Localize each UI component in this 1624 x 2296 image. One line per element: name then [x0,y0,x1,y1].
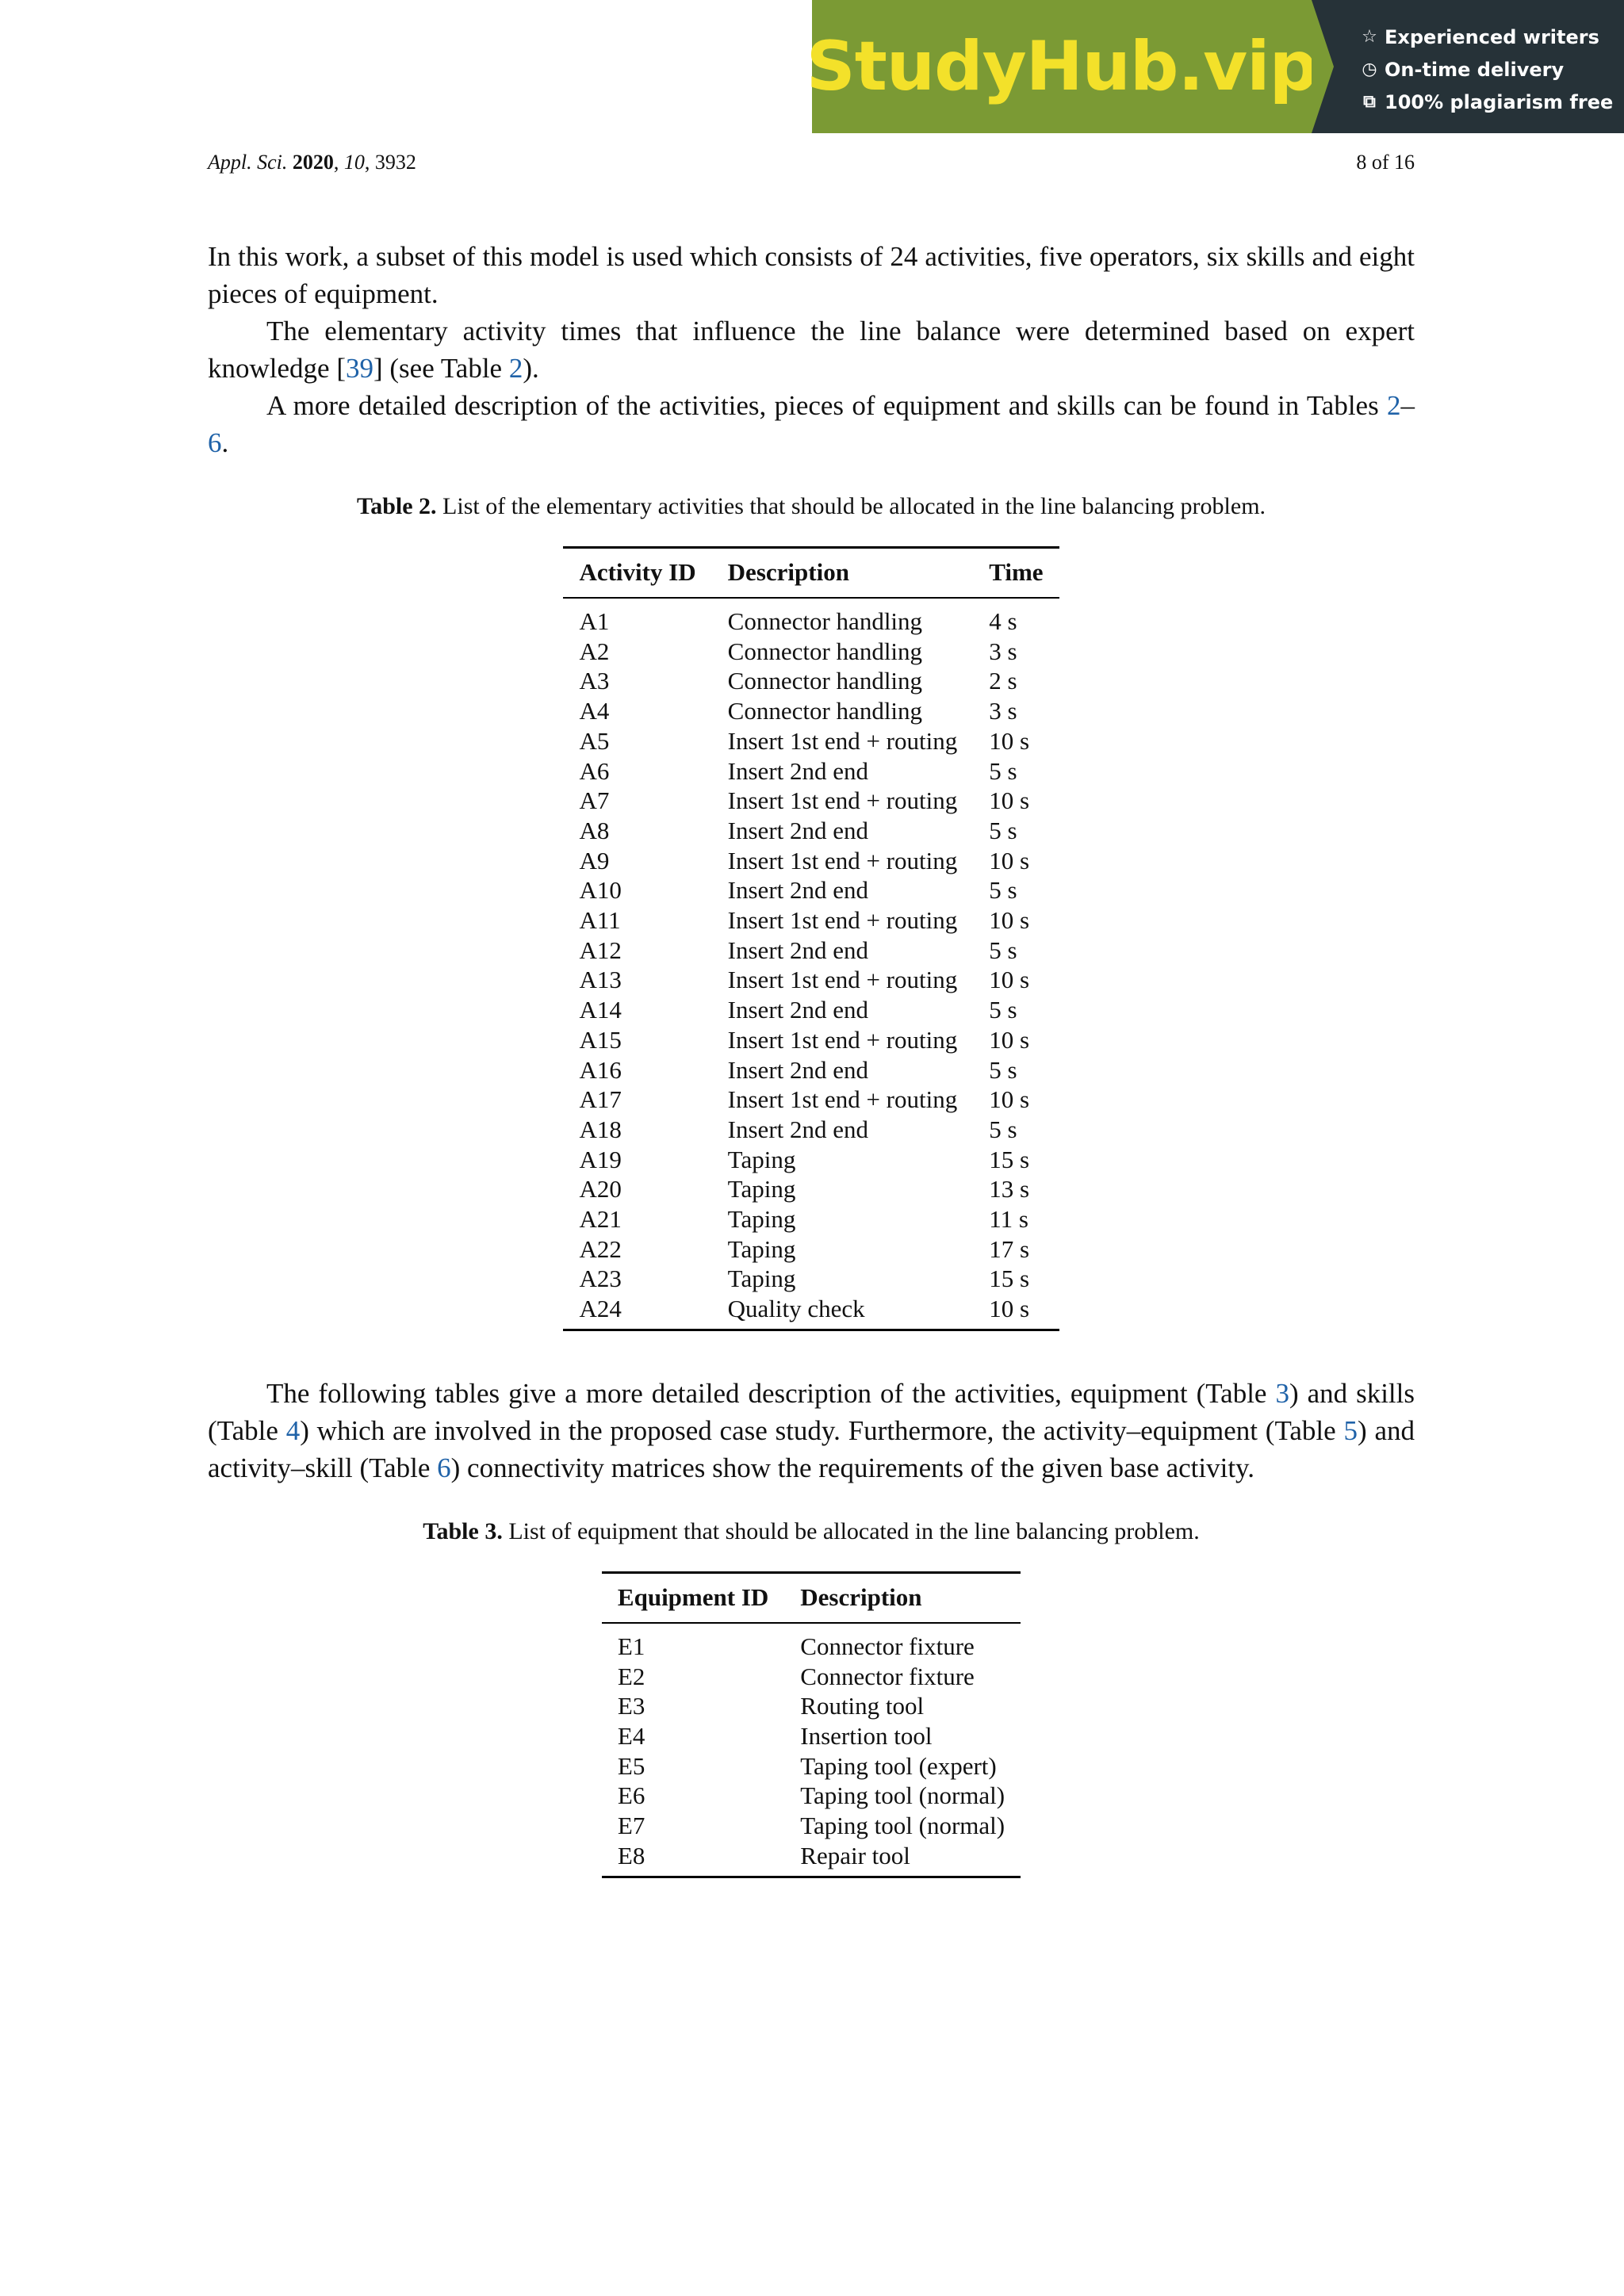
page-number: 8 of 16 [1356,151,1415,174]
paragraph-following: The following tables give a more detailed description of the activities, equipment (Table 3) and skills (Table 4) which are involved in the proposed case study. Furthermore, the activity–equipment (Table 5) and activity–skill (Table 6) connectivity matrices show the requirements of the given base activity. [208,1377,1415,1483]
table-row [563,816,1059,846]
table-cell: 10 s [989,726,1030,755]
table-cell: A24 [563,1294,711,1330]
table-cell: 17 s [989,1234,1030,1263]
table-cell: Quality check [712,1294,974,1330]
table-cell: Connector fixture [800,1632,975,1660]
table-row [563,1174,1059,1204]
table-cell: Connector handling [727,607,923,635]
feature-item [1359,86,1624,118]
table-cell: Taping [727,1175,796,1203]
table-cell: Taping [727,1234,796,1263]
column-header: Equipment ID [602,1572,784,1623]
table-row [563,905,1059,936]
table-cell: E3 [617,1692,645,1720]
table-cell: Insertion tool [800,1721,933,1750]
table-cell: Insert 2nd end [727,816,869,844]
table-cell: E4 [617,1721,645,1750]
table-cell: A10 [579,876,622,905]
ad-banner[interactable] [806,0,1624,133]
table-row [563,1204,1059,1234]
table-cell: Insert 2nd end [727,996,869,1024]
column-header: Description [784,1572,1021,1623]
brand-logo[interactable] [806,0,1318,133]
copy-icon: ⧉ [1363,92,1376,112]
table-row [563,666,1059,696]
banner-features [1312,0,1624,133]
table-cell: E7 [617,1812,645,1840]
table-cell: A3 [579,667,610,695]
table-cell: Insert 2nd end [727,1115,869,1143]
table-cell: A12 [579,936,622,964]
table-row [563,1294,1059,1330]
table-cell: Insert 1st end + routing [727,846,958,874]
table-2-body [563,598,1059,1330]
table-cell: 5 s [989,816,1017,844]
table-cell: A9 [579,846,610,874]
table-row [602,1721,1021,1751]
table-cell: 5 s [989,996,1017,1024]
table-cell: 4 s [989,607,1017,635]
table-cell: 10 s [989,966,1030,994]
table-cell: 10 s [989,846,1030,874]
table-row [602,1811,1021,1841]
table-row [563,995,1059,1025]
table-cell: Insert 1st end + routing [727,966,958,994]
table-row [563,1145,1059,1175]
table-cell: A14 [579,996,622,1024]
feature-text: On-time delivery [1385,58,1565,81]
table-cell: Insert 1st end + routing [727,726,958,755]
banner-arrow-shape [1312,0,1334,133]
table-cell: Insert 1st end + routing [727,1025,958,1054]
table-cell: A23 [579,1265,622,1293]
table-row [563,786,1059,816]
table-row [563,1055,1059,1085]
table-row [563,637,1059,667]
table-3-link[interactable]: 3 [1275,1377,1289,1409]
table-5-link[interactable]: 5 [1343,1414,1358,1446]
table-cell: A4 [579,697,610,725]
table-3-body [602,1623,1021,1877]
table-cell: Insert 1st end + routing [727,906,958,935]
feature-text: 100% plagiarism free [1385,90,1614,113]
table-row [563,1085,1059,1115]
table-3 [602,1571,1021,1878]
table-cell: 11 s [989,1205,1028,1234]
table-cell: A8 [579,816,610,844]
table-cell: Connector handling [727,637,923,665]
table-cell: E2 [617,1662,645,1690]
table-2-link[interactable]: 2 [508,353,523,384]
column-header: Activity ID [563,548,711,599]
table-cell: 3 s [989,697,1017,725]
column-header: Time [973,548,1059,599]
paragraph-intro: In this work, a subset of this model is used which consists of 24 activities, five operators, six skills and eight pieces of equipment. [208,241,1415,309]
table-cell: Insert 2nd end [727,1055,869,1084]
table-cell: 5 s [989,936,1017,964]
table-row [563,1025,1059,1055]
table-row [602,1662,1021,1692]
table-cell: A20 [579,1175,622,1203]
clock-icon: ◷ [1362,59,1377,79]
table-cell: Taping tool (normal) [800,1812,1005,1840]
table-2-link[interactable]: 2 [1387,390,1401,421]
table-cell: E8 [602,1841,784,1877]
table-cell: Taping [727,1145,796,1173]
table-row [602,1691,1021,1721]
table-cell: A2 [579,637,610,665]
table-cell: E5 [617,1751,645,1780]
table-cell: Connector handling [727,697,923,725]
table-cell: 2 s [989,667,1017,695]
table-cell: 15 s [989,1145,1030,1173]
paragraph-tables: A more detailed description of the activities, pieces of equipment and skills can be found in Tables 2–6. [208,390,1415,458]
table-cell: Insert 2nd end [727,936,869,964]
table-cell: Insert 1st end + routing [727,786,958,815]
column-header: Description [712,548,974,599]
table-cell: 13 s [989,1175,1030,1203]
table-cell: A7 [579,786,610,815]
table-cell: A13 [579,966,622,994]
table-cell: A16 [579,1055,622,1084]
table-cell: A15 [579,1025,622,1054]
table-cell: Insert 2nd end [727,876,869,905]
table-cell: Taping [727,1205,796,1234]
feature-item [1359,53,1624,86]
table-row [563,1115,1059,1145]
table-header-row [563,548,1059,599]
table-cell: Taping [727,1265,796,1293]
table-cell: 10 s [989,906,1030,935]
table-4-link[interactable]: 4 [285,1414,301,1446]
table-cell: 10 s [989,1025,1030,1054]
table-cell: Connector handling [727,667,923,695]
feature-text: Experienced writers [1385,25,1599,48]
table-cell: Taping tool (expert) [800,1751,997,1780]
citation-link[interactable]: 39 [345,353,373,384]
table-row [563,726,1059,756]
table-cell: A21 [579,1205,622,1234]
table-cell: 5 s [989,876,1017,905]
table-cell: A22 [579,1234,622,1263]
table-3-caption: Table 3. List of equipment that should be allocated in the line balancing problem. [423,1517,1200,1544]
table-cell: E1 [617,1632,645,1660]
table-cell: 5 s [989,1115,1017,1143]
star-icon: ☆ [1362,27,1377,47]
table-cell: 3 s [989,637,1017,665]
table-row [563,965,1059,995]
table-row [602,1781,1021,1811]
table-cell: A6 [579,756,610,785]
table-6-link[interactable]: 6 [208,427,222,458]
table-cell: 15 s [989,1265,1030,1293]
table-row [602,1751,1021,1781]
table-cell: Repair tool [784,1841,1021,1877]
table-cell: A11 [579,906,621,935]
paragraph-times: The elementary activity times that influence the line balance were determined based on expert knowledge [39] (see Table 2). [208,316,1415,384]
table-cell: A1 [579,607,610,635]
table-cell: A5 [579,726,610,755]
table-row [563,756,1059,786]
page-content [208,238,1415,1878]
table-row [563,875,1059,905]
table-cell: 10 s [989,1085,1030,1114]
table-cell: E6 [617,1781,645,1810]
table-row [563,1264,1059,1294]
table-row [563,846,1059,876]
table-row [563,1234,1059,1265]
table-cell: Insert 1st end + routing [727,1085,958,1114]
table-row [563,936,1059,966]
table-cell: Insert 2nd end [727,756,869,785]
table-cell: 10 s [973,1294,1059,1330]
table-cell: 5 s [989,756,1017,785]
table-cell: Routing tool [800,1692,925,1720]
table-6-link[interactable]: 6 [437,1452,451,1483]
table-cell: Connector fixture [800,1662,975,1690]
table-cell: 10 s [989,786,1030,815]
table-row [563,598,1059,637]
table-header-row [602,1572,1021,1623]
table-cell: Taping tool (normal) [800,1781,1005,1810]
journal-citation: Appl. Sci. 2020, 10, 3932 [208,151,416,174]
table-2-caption: Table 2. List of the elementary activities that should be allocated in the line balancing problem. [356,493,1266,519]
table-row [602,1841,1021,1877]
table-cell: 5 s [989,1055,1017,1084]
table-row [563,696,1059,726]
table-cell: A19 [579,1145,622,1173]
table-2 [563,546,1059,1331]
table-cell: A18 [579,1115,622,1143]
table-row [602,1623,1021,1662]
feature-item [1359,21,1624,53]
table-cell: A17 [579,1085,622,1114]
running-header [208,151,1415,174]
brand-name: StudyHub.vip [806,27,1318,106]
